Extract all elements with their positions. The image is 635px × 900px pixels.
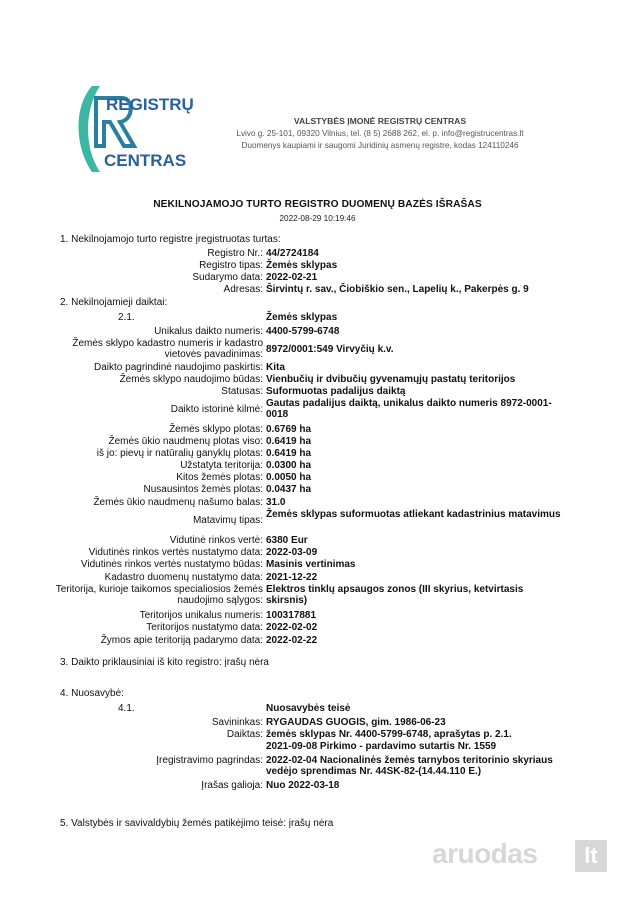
section-1-heading: 1. Nekilnojamojo turto registre įregistruotas turtas:	[60, 234, 281, 245]
document-title: NEKILNOJAMOJO TURTO REGISTRO DUOMENŲ BAZĖS IŠRAŠAS	[153, 199, 482, 210]
watermark-text: aruodas	[432, 838, 538, 869]
section-2-heading: 2. Nekilnojamieji daiktai:	[60, 297, 168, 308]
registry-logo	[70, 76, 194, 186]
org-note: Duomenys kaupiami ir saugomi Juridinių asmenų registre, kodas 124110246	[241, 141, 519, 150]
org-address: Lvivo g. 25-101, 09320 Vilnius, tel. (8 5) 2688 262, el. p. info@registrucentras.lt	[236, 128, 524, 138]
logo-text-2: CENTRAS	[104, 151, 187, 170]
section-3-heading: 3. Daikto priklausiniai iš kito registro: įrašų nėra	[60, 657, 269, 668]
section-4-heading: 4. Nuosavybė:	[60, 688, 124, 699]
organization-header	[190, 115, 570, 153]
document-date: 2022-08-29 10:19:46	[279, 214, 356, 223]
org-name: VALSTYBĖS ĮMONĖ REGISTRŲ CENTRAS	[293, 116, 467, 126]
section-5-heading: 5. Valstybės ir savivaldybių žemės patikėjimo teisė: įrašų nėra	[60, 818, 334, 829]
watermark-badge: lt	[575, 840, 607, 872]
logo-text-1: REGISTRŲ	[106, 95, 194, 114]
